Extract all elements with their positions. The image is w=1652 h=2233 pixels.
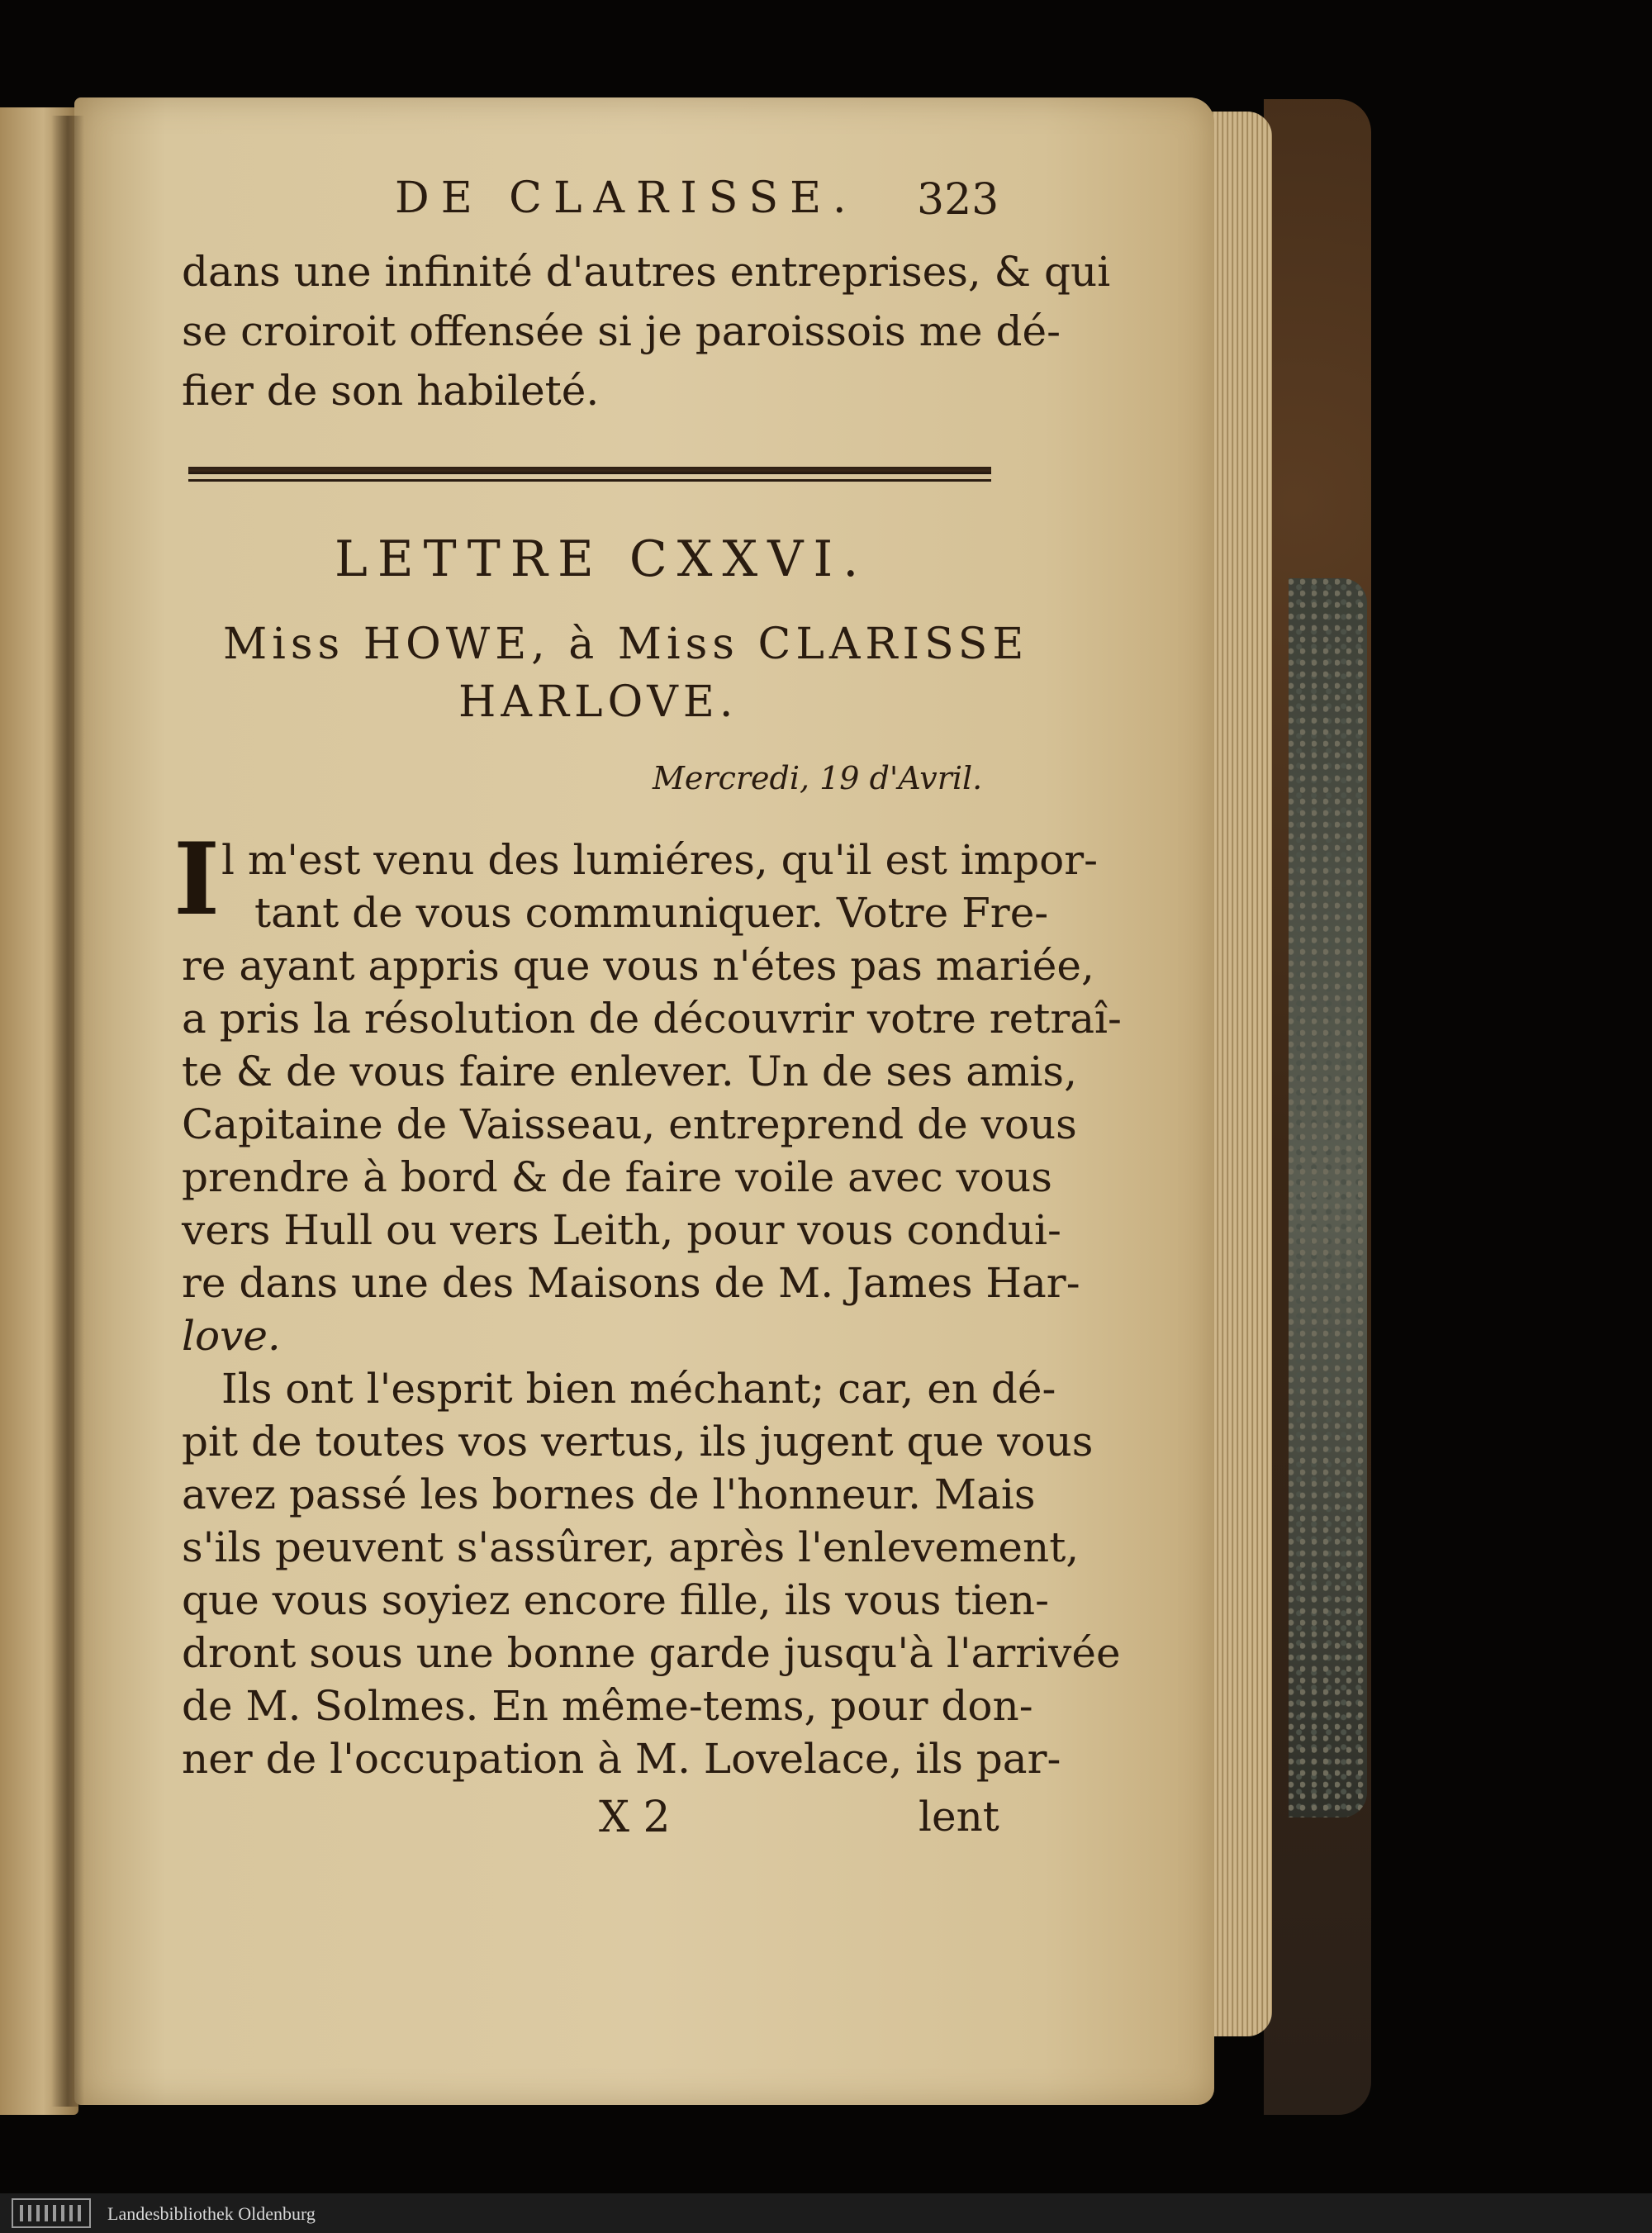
- section-rule: [188, 467, 991, 474]
- top-text-line: fier de son habileté.: [182, 367, 600, 415]
- library-logo-icon: [12, 2198, 91, 2228]
- letter-address-line: Miss HOWE, à Miss CLARISSE: [223, 620, 1029, 669]
- running-head: DE CLARISSE.: [395, 173, 858, 223]
- body-line: Ils ont l'esprit bien méchant; car, en dé-: [221, 1365, 1056, 1413]
- body-line: pit de toutes vos vertus, ils jugent que vous: [182, 1418, 1094, 1466]
- drop-cap: I: [173, 821, 221, 938]
- signature-mark: X 2: [599, 1793, 671, 1842]
- book-gutter: [51, 116, 84, 2107]
- top-text-line: se croiroit offensée si je paroissois me dé-: [182, 307, 1061, 355]
- body-line: de M. Solmes. En même-tems, pour don-: [182, 1682, 1033, 1730]
- body-line: re dans une des Maisons de M. James Har-: [182, 1259, 1080, 1307]
- body-line: dront sous une bonne garde jusqu'à l'arrivée: [182, 1629, 1121, 1677]
- body-line: a pris la résolution de découvrir votre retraî-: [182, 995, 1122, 1043]
- body-line: tant de vous communiquer. Votre Fre-: [254, 889, 1049, 937]
- body-line: vers Hull ou vers Leith, pour vous condui-: [182, 1206, 1061, 1254]
- body-line: re ayant appris que vous n'étes pas mariée,: [182, 942, 1094, 990]
- catchword: lent: [919, 1793, 999, 1841]
- body-line: Capitaine de Vaisseau, entreprend de vous: [182, 1100, 1077, 1148]
- marbled-cover: [1289, 578, 1367, 1817]
- footer-bar: [0, 2193, 1652, 2233]
- body-line: l m'est venu des lumiéres, qu'il est impor-: [221, 836, 1099, 884]
- body-line: avez passé les bornes de l'honneur. Mais: [182, 1470, 1036, 1518]
- body-line: te & de vous faire enlever. Un de ses amis,: [182, 1048, 1077, 1095]
- footer-label: Landesbibliothek Oldenburg: [107, 2203, 316, 2224]
- letter-title: LETTRE CXXVI.: [335, 530, 869, 588]
- body-line: prendre à bord & de faire voile avec vous: [182, 1153, 1052, 1201]
- page-number: 323: [917, 175, 999, 225]
- letter-date: Mercredi, 19 d'Avril.: [653, 760, 983, 796]
- body-line: love.: [182, 1312, 281, 1360]
- body-line: s'ils peuvent s'assûrer, après l'enlevement,: [182, 1523, 1080, 1571]
- section-rule-thin: [188, 479, 991, 482]
- body-line: ner de l'occupation à M. Lovelace, ils par-: [182, 1735, 1061, 1783]
- top-text-line: dans une infinité d'autres entreprises, & qui: [182, 248, 1111, 296]
- letter-address-line: HARLOVE.: [458, 677, 738, 727]
- body-line: que vous soyiez encore fille, ils vous tien-: [182, 1576, 1050, 1624]
